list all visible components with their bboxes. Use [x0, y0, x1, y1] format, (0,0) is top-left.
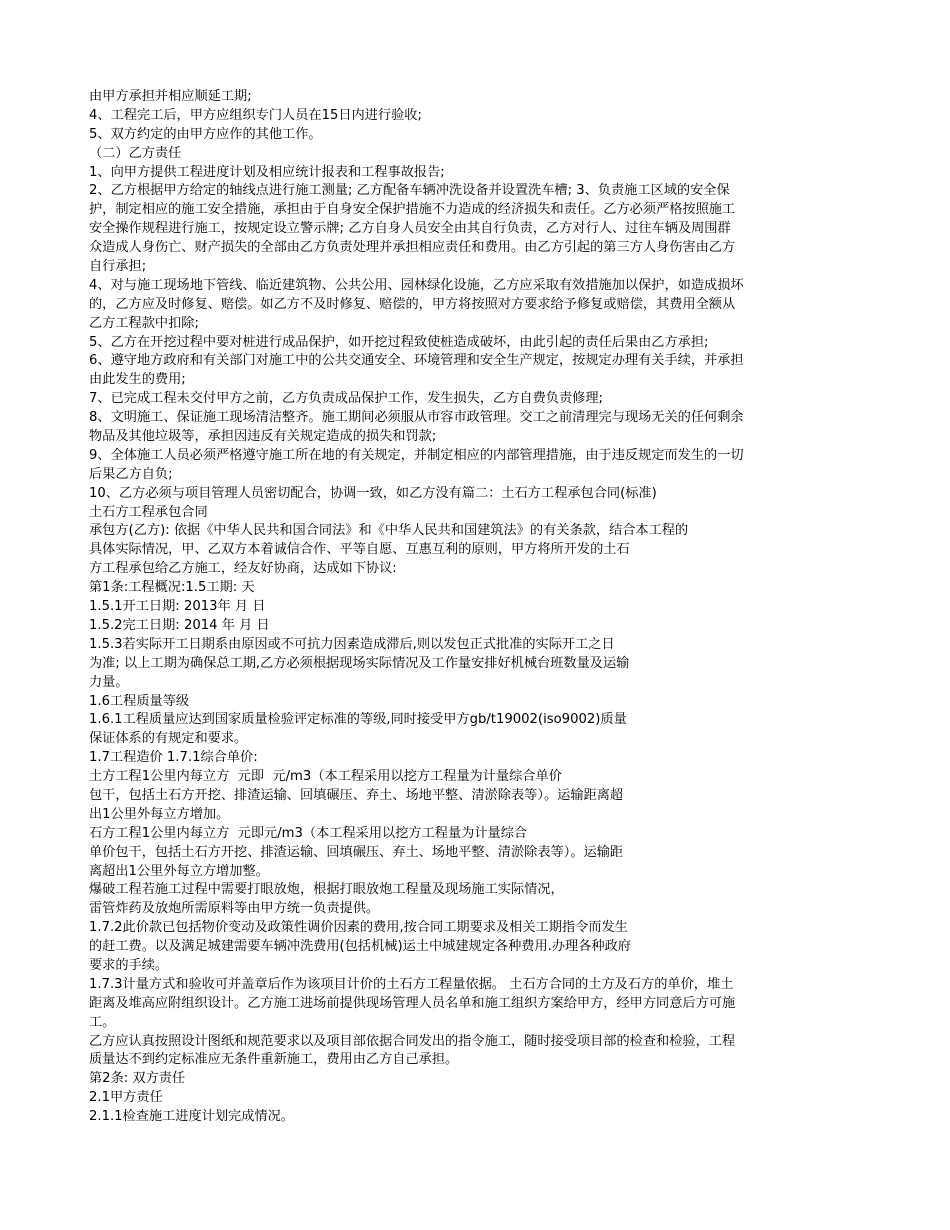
contract-title: 土石方工程承包合同 — [89, 504, 208, 520]
text-line: 8、文明施工、保证施工现场清洁整齐。施工期间必须服从市容市政管理。交工之前清理完与现场无关的任何剩余 — [89, 410, 744, 426]
text-line: 众造成人身伤亡、财产损失的全部由乙方负责处理并承担相应责任和费用。由乙方引起的第三方人身伤害由乙方 — [89, 240, 736, 256]
text-line: 为准; 以上工期为确保总工期,乙方必须根据现场实际情况及工作量安排好机械台班数量及运输 — [89, 655, 630, 671]
text-line: 雷管炸药及放炮所需原料等由甲方统一负责提供。 — [89, 901, 380, 917]
clause-heading: 2.1甲方责任 — [89, 1090, 163, 1106]
text-line: 方工程承包给乙方施工，经友好协商，达成如下协议: — [89, 561, 397, 577]
text-line: 出1公里外每立方增加。 — [89, 806, 230, 822]
text-line: 包干，包括土石方开挖、排渣运输、回填碾压、弃土、场地平整、清淤除表等）。运输距离超 — [89, 787, 624, 803]
text-line: 4、对与施工现场地下管线、临近建筑物、公共公用、园林绿化设施，乙方应采取有效措施加以保护，如造成损坏 — [89, 277, 744, 293]
text-line: 2.1.1检查施工进度计划完成情况。 — [89, 1109, 294, 1125]
text-line: 1.6.1工程质量应达到国家质量检验评定标准的等级,同时接受甲方gb/t19002(iso9002)质量 — [89, 712, 627, 728]
text-line: 护，制定相应的施工安全措施，承担由于自身安全保护措施不力造成的经济损失和责任。乙方必须严格按照施工 — [89, 202, 736, 218]
text-line: 石方工程1公里内每立方 元即元/m3（本工程采用以挖方工程量为计量综合 — [89, 825, 528, 841]
clause-heading: 1.7工程造价 1.7.1综合单价: — [89, 750, 258, 766]
text-line: 后果乙方自负; — [89, 466, 173, 482]
text-line: 5、乙方在开挖过程中要对桩进行成品保护，如开挖过程致使桩造成破坏，由此引起的责任后果由乙方承担; — [89, 334, 709, 350]
text-line: 10、乙方必须与项目管理人员密切配合，协调一致，如乙方没有篇二：土石方工程承包合同(标准) — [89, 485, 657, 501]
text-line: 自行承担; — [89, 259, 147, 275]
text-line: 承包方(乙方): 依据《中华人民共和国合同法》和《中华人民共和国建筑法》的有关条款，结合本工程的 — [89, 523, 689, 539]
text-line: 具体实际情况，甲、乙双方本着诚信合作、平等自愿、互惠互利的原则，甲方将所开发的土石 — [89, 542, 630, 558]
text-line: 1.5.1开工日期: 2013年 月 日 — [89, 599, 266, 615]
text-line: 1.5.2完工日期: 2014 年 月 日 — [89, 617, 270, 633]
text-line: 土方工程1公里内每立方 元即 元/m3（本工程采用以挖方工程量为计量综合单价 — [89, 769, 562, 785]
text-line: 的赶工费。以及满足城建需要车辆冲洗费用(包括机械)运土中城建规定各种费用.办理各种政府 — [89, 939, 631, 955]
text-line: 工。 — [89, 1014, 116, 1030]
text-line: 由甲方承担并相应顺延工期; — [89, 89, 252, 104]
text-line: 爆破工程若施工过程中需要打眼放炮，根据打眼放炮工程量及现场施工实际情况， — [89, 882, 564, 898]
text-line: 物品及其他垃圾等，承担因违反有关规定造成的损失和罚款; — [89, 429, 437, 445]
text-line: 安全操作规程进行施工，按规定设立警示牌; 乙方自身人员安全由其自行负责，乙方对行人、过往车辆及周围群 — [89, 221, 731, 237]
text-line: 由此发生的费用; — [89, 372, 186, 388]
text-line: 5、双方约定的由甲方应作的其他工作。 — [89, 126, 322, 142]
text-line: 质量达不到约定标准应无条件重新施工，费用由乙方自己承担。 — [89, 1052, 459, 1068]
text-line: 1.5.3若实际开工日期系由原因或不可抗力因素造成滞后,则以发包正式批准的实际开工之日 — [89, 636, 615, 652]
text-line: 要求的手续。 — [89, 957, 169, 973]
text-line: 1.7.2此价款已包括物价变动及政策性调价因素的费用,按合同工期要求及相关工期指令而发生 — [89, 920, 628, 936]
clause-heading: 1.6工程质量等级 — [89, 693, 190, 709]
clause-heading: 第2条: 双方责任 — [89, 1071, 186, 1087]
text-line: 单价包干，包括土石方开挖、排渣运输、回填碾压、弃土、场地平整、清淤除表等）。运输距 — [89, 844, 624, 860]
text-line: 2、乙方根据甲方给定的轴线点进行施工测量; 乙方配备车辆冲洗设备并设置洗车槽; 3、负责施工区域的安全保 — [89, 183, 730, 199]
text-line: 6、遵守地方政府和有关部门对施工中的公共交通安全、环境管理和安全生产规定，按规定办理有关手续，并承担 — [89, 353, 744, 369]
text-line: 1.7.3计量方式和验收可并盖章后作为该项目计价的土石方工程量依据。 土石方合同的土方及石方的单价，堆土 — [89, 976, 734, 992]
clause-heading: 第1条:工程概况:1.5工期: 天 — [89, 580, 255, 596]
text-line: 9、全体施工人员必须严格遵守施工所在地的有关规定，并制定相应的内部管理措施，由于违反规定而发生的一切 — [89, 447, 744, 463]
text-line: 距离及堆高应附组织设计。乙方施工进场前提供现场管理人员名单和施工组织方案给甲方，经甲方同意后方可施 — [89, 995, 736, 1011]
text-line: 离超出1公里外每立方增加整。 — [89, 863, 269, 879]
section-heading: （二）乙方责任 — [89, 145, 182, 161]
text-line: 乙方工程款中扣除; — [89, 315, 199, 331]
text-line: 4、工程完工后，甲方应组织专门人员在15日内进行验收; — [89, 107, 422, 123]
text-line: 7、已完成工程未交付甲方之前，乙方负责成品保护工作，发生损失，乙方自费负责修理; — [89, 391, 603, 407]
document-body — [89, 88, 869, 1127]
text-line: 保证体系的有规定和要求。 — [89, 731, 248, 747]
text-line: 乙方应认真按照设计图纸和规范要求以及项目部依据合同发出的指令施工，随时接受项目部的检查和检验，工程 — [89, 1033, 736, 1049]
text-line: 1、向甲方提供工程进度计划及相应统计报表和工程事故报告; — [89, 164, 445, 180]
text-line: 力量。 — [89, 674, 129, 690]
text-line: 的，乙方应及时修复、赔偿。如乙方不及时修复、赔偿的，甲方将按照对方要求给予修复或赔偿，其费用全额从 — [89, 296, 736, 312]
